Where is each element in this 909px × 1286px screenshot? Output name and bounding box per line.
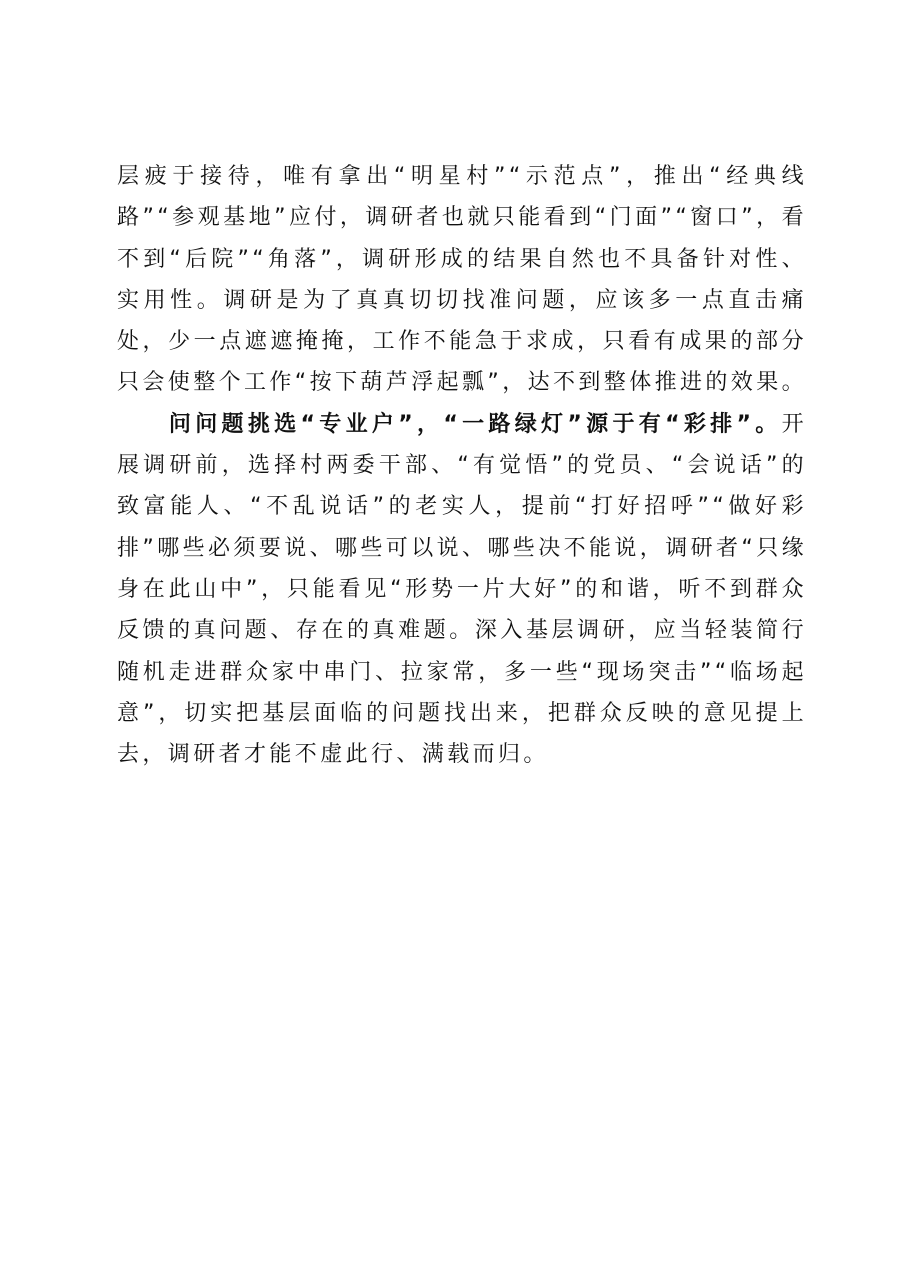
paragraph-2-heading: 问问题挑选“专业户”，“一路绿灯”源于有“彩排”。 — [168, 411, 782, 437]
paragraph-1-text: 层疲于接待，唯有拿出“明星村”“示范点”，推出“经典线路”“参观基地”应付，调研者也就只能看到“门面”“窗口”，看不到“后院”“角落”，调研形成的结果自然也不具备针对性、实用性。调研是为了真真切切找准问题，应该多一点直击痛处，少一点遮遮掩掩，工作不能急于求成，只看有成果的部分只会使整个工作“按下葫芦浮起瓢”，达不到整体推进的效果。 — [117, 164, 807, 396]
paragraph-2-body: 开展调研前，选择村两委干部、“有觉悟”的党员、“会说话”的致富能人、“不乱说话”的老实人，提前“打好招呼”“做好彩排”哪些必须要说、哪些可以说、哪些决不能说，调研者“只缘身在此山中”，只能看见“形势一片大好”的和谐，听不到群众反馈的真问题、存在的真难题。深入基层调研，应当轻装简行随机走进群众家中串门、拉家常，多一些“现场突击”“临场起意”，切实把基层面临的问题找出来，把群众反映的意见提上去，调研者才能不虚此行、满载而归。 — [117, 411, 807, 768]
document-body — [117, 156, 807, 775]
paragraph-continued — [117, 156, 807, 404]
paragraph-2 — [117, 404, 807, 776]
